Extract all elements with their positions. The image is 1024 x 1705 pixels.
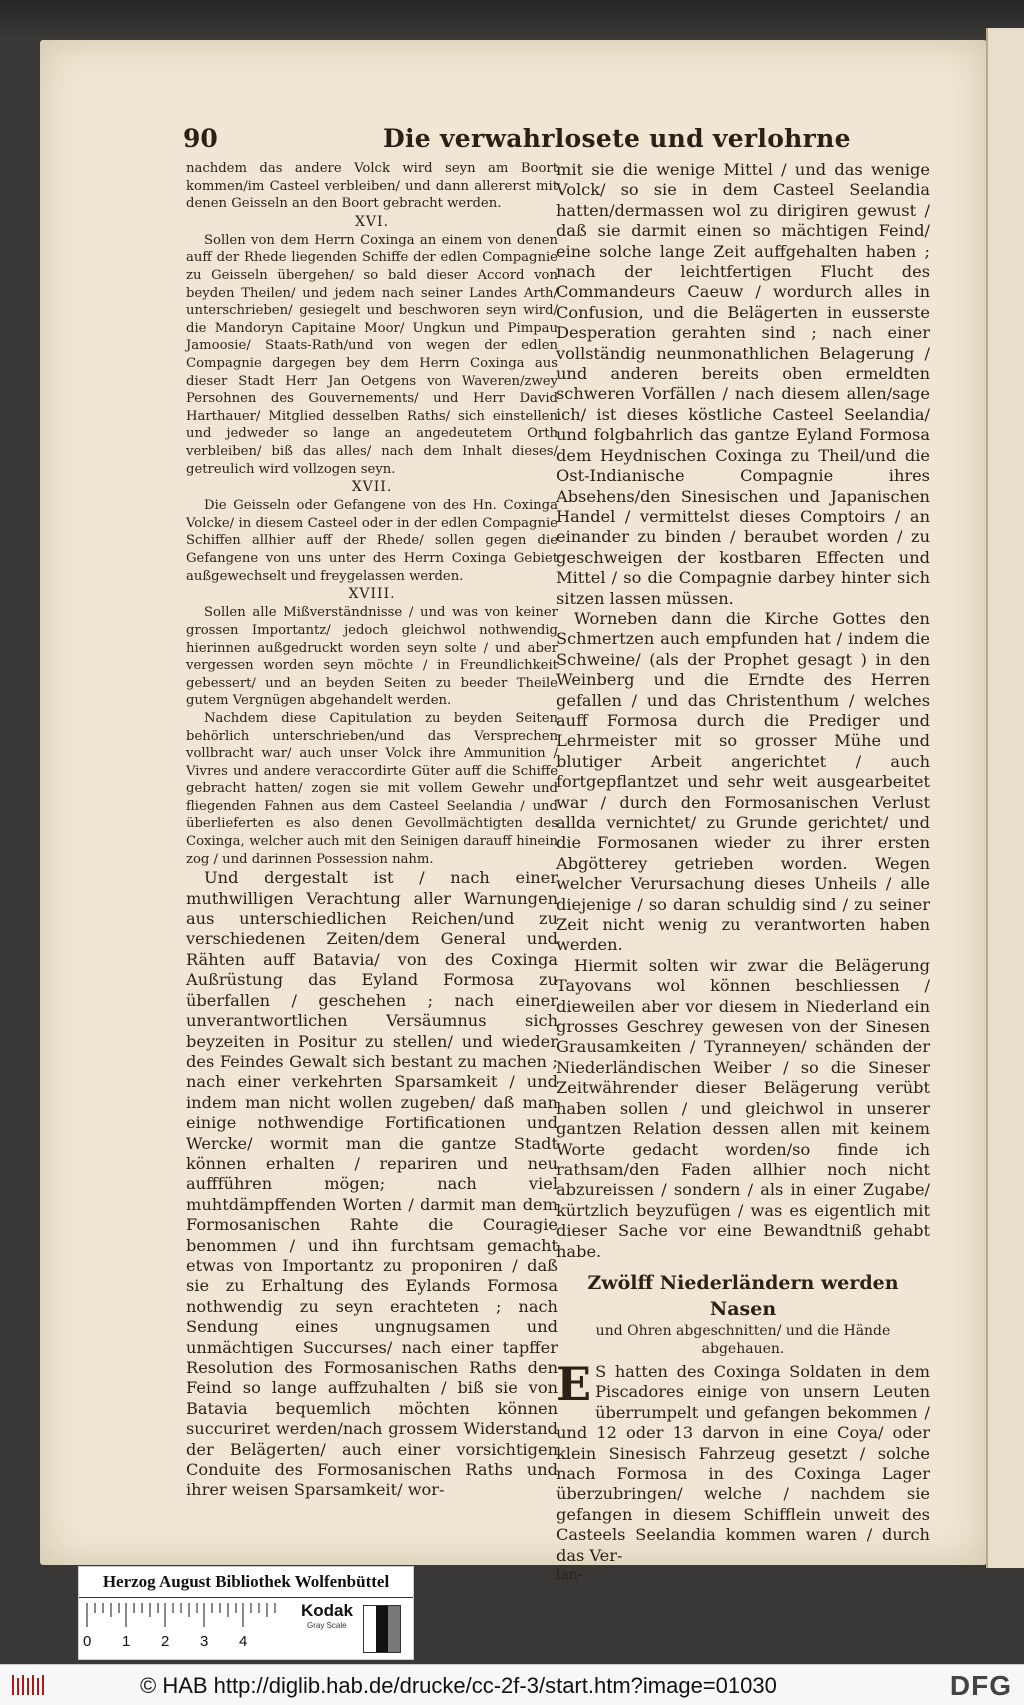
left-paragraph-3: Die Geisseln oder Gefangene von des Hn. Coxinga Volcke/ in diesem Casteel oder in der edlen Compagnie Schiffen allhier auff der Rhede/ sollen gegen die Gefangene von uns unter des Herrn Coxinga Gebiet außgewechselt und freygelassen werden.: [186, 498, 558, 584]
ruler-number: 4: [239, 1633, 248, 1650]
drop-cap-letter: E: [556, 1356, 592, 1411]
left-paragraph-5: Nachdem diese Capitulation zu beyden Seiten behörlich unterschrieben/und das Versprechen vollbracht war/ auch unser Volck ihre Ammunition / Vivres und andere veraccordirte Güter auff die Schiffe gebracht hatten/ zogen sie mit vollem Gewehr und fliegenden Fahnen aus dem Casteel Seelandia / und überlieferten es also denen Gevollmächtigten des Coxinga, welcher auch mit den Seinigen darauff hinein zog / und darinnen Possession nahm.: [186, 710, 558, 867]
ruler-number: 2: [161, 1633, 170, 1650]
ruler-scale: [85, 1603, 285, 1629]
article-number-18: XVIII.: [348, 586, 396, 603]
left-paragraph-6: Und dergestalt ist / nach einer muthwilligen Verachtung aller Warnungen aus unterschiedlichen Reichen/und zu verschiedenen Zeiten/dem General und Rähten auff Batavia/ von des Coxinga Außrüstung das Eyland Formosa zu überfallen / geschehen ; nach einer unverantwortlichen Versäumnus sich beyzeiten in Positur zu stellen/ und wieder des Feindes Gewalt sich bestant zu machen ; nach einer verkehrten Sparsamkeit / und indem man nicht wollen zugeben/ daß man einige nothwendige Fortificationen und Wercke/ wormit man die gantze Stadt können erhalten / repariren und neu auffführen mögen; nach viel muhtdämpffenden Worten / darmit man dem Formosanischen Rahte die Couragie benommen / und ihn furchtsam gemacht etwas von Importantz zu proponiren / daß sie zu Erhaltung des Eylands Formosa nothwendig zu seyn erachteten ; nach Sendung eines ungnugsamen und unmächtigen Succurses/ nach einer tapffer Resolution des Formosanischen Raths den Feind so lange auffzuhalten / biß sie von Batavia bequemlich möchten können succuriret werden/nach grossem Widerstand der Belägerten/ auch einer vorsichtigen Conduite des Formosanischen Raths und ihrer weisen Sparsamkeit/ wor-: [186, 868, 558, 1500]
page-header: [183, 124, 933, 158]
viewer-footer: [0, 1664, 1024, 1705]
left-column: [186, 160, 558, 1501]
ruler-number: 1: [122, 1633, 131, 1650]
right-column: [556, 160, 930, 1585]
left-paragraph-2: Sollen von dem Herrn Coxinga an einem von denen auff der Rhede liegenden Schiffe der edlen Compagnie zu Geisseln übergehen/ so bald dieser Accord von beyden Theilen/ und jedem nach seiner Landes Arth/ unterschrieben/ gesiegelt und beschworen seyn wird/ die Mandoryn Capitaine Moor/ Ungkun und Pimpau Jamoosie/ Staats-Rath/und von wegen der edlen Compagnie dargegen bey dem Herrn Coxinga aus dieser Stadt Herr Jan Oetgens von Waveren/zwey Persohnen des Gouvernements/ und Herr David Harthauer/ Mitglied desselben Raths/ sich einstellen und jedweder so lange an angedeutetem Orth verbleiben/ biß das alles/ nach dem Inhalt dieses/ getreulich wird vollzogen seyn.: [186, 232, 558, 477]
page-number: 90: [183, 124, 218, 153]
gray-scale-label: Gray Scale: [307, 1621, 347, 1630]
catchword: lan-: [556, 1567, 583, 1583]
copyright-link[interactable]: © HAB http://diglib.hab.de/drucke/cc-2f-3/start.htm?image=01030: [140, 1673, 777, 1698]
library-name: Herzog August Bibliothek Wolfenbüttel: [79, 1567, 413, 1598]
section-heading: Zwölff Niederländern werden Nasen: [587, 1271, 899, 1320]
kodak-brand: Kodak: [301, 1601, 353, 1620]
running-title: Die verwahrlosete und verlohrne: [383, 124, 851, 153]
ruler-numbers: [83, 1633, 278, 1650]
scan-background-top: [0, 0, 1024, 40]
right-paragraph-1: mit sie die wenige Mittel / und das wenige Volck/ so sie in dem Casteel Seelandia hatten/dermassen wol zu dirigiren gewust / daß sie darmit einen so mächtigen Feind/ eine solche lange Zeit auffgehalten haben ; nach der leichtfertigen Flucht des Commandeurs Caeuw / wordurch alles in Confusion, und die Belägerten in eusserste Desperation gerahten sind ; nach einer vollständig neunmonathlichen Belagerung / und anderen bereits oben ermeldten schweren Vorfällen / nach diesem allen/sage ich/ ist dieses köstliche Casteel Seelandia/ und folgbahrlich das gantze Eyland Formosa dem Heydnischen Coxinga zu Theil/und die Ost-Indianische Compagnie ihres Absehens/den Sinesischen und Japanischen Handel / vermittelst dieses Comptoirs / an einander zu binden / beraubet worden / zu geschweigen der kostbaren Effecten und Mittel / so die Compagnie darbey hinter sich sitzen lassen müssen.: [556, 160, 930, 608]
section-subheading: und Ohren abgeschnitten/ und die Hände abgehauen.: [595, 1322, 891, 1357]
dfg-logo: DFG: [949, 1670, 1012, 1701]
left-paragraph-1: nachdem das andere Volck wird seyn am Boort kommen/im Casteel verbleiben/ und dann allererst mit denen Geisseln an den Boort gebracht werden.: [186, 161, 558, 212]
color-calibration-card: [78, 1566, 414, 1660]
ruler-number: 3: [200, 1633, 209, 1650]
facing-page-edge: [986, 28, 1024, 1568]
right-paragraph-3: Hiermit solten wir zwar die Belägerung Tayovans wol können beschliessen / dieweilen aber vor diesem in Niederland ein grosses Geschrey gewesen von der Sinesen Grausamkeiten / Tyranneyen/ schänden der Niederländischen Weiber / so die Sineser Zeitwährender dieser Belägerung verübt haben sollen / und gleichwol in unserer gantzen Relation dessen allen mit keinem Worte gedacht worden/so finde ich rathsam/den Faden allhier noch nicht abzureissen / sondern / als in einer Zugabe/ kürtzlich beyzufügen / was es eigentlich mit dieser Sache vor eine Bewandtniß gehabt habe.: [556, 955, 930, 1261]
article-number-16: XVI.: [354, 213, 390, 230]
gray-scale-patches: [363, 1605, 401, 1653]
right-paragraph-4-text: S hatten des Coxinga Soldaten in dem Piscadores einige von unsern Leuten überrumpelt und gefangen bekommen / und 12 oder 13 darvon in eine Coya/ oder klein Sinesisch Fahrzeug gesetzt / solche nach Formosa in des Coxinga Lager überzubringen/ welche / nachdem sie gefangen in diesem Schifflein unweit des Casteels Seelandia kommen waren / durch das Ver-: [556, 1361, 930, 1565]
right-paragraph-2: Worneben dann die Kirche Gottes den Schmertzen auch empfunden hat / indem die Schweine/ (als der Prophet gesagt ) in den Weinberg und die Erndte des Herren gefallen / und das Christenthum / welches auff Formosa durch die Prediger und Lehrmeister mit so grosser Mühe und blutiger Arbeit angerichtet / auch fortgepflantzet und sehr weit ausgearbeitet war / durch den Formosanischen Verlust allda vernichtet/ zu Grunde gerichtet/ und die Formosanen wieder zu ihrer ersten Abgötterey getrieben worden. Wegen welcher Verursachung dieses Unheils / alle diejenige / so daran schuldig sind / zu seiner Zeit nicht wenig zu verantworten haben werden.: [556, 608, 930, 955]
left-paragraph-4: Sollen alle Mißverständnisse / und was von keiner grossen Importantz/ jedoch gleichwol nothwendig hierinnen außgedruckt worden seyn solte / und aber vergessen worden seyn möchte / in Freundlichkeit gebessert/ und an beyden Seiten zu beeder Theile gutem Vergnügen abgehandelt werden.: [186, 605, 558, 709]
hab-logo-icon: [10, 1673, 46, 1697]
right-paragraph-4: [556, 1356, 930, 1566]
ruler-number: 0: [83, 1633, 92, 1650]
article-number-17: XVII.: [351, 479, 393, 496]
